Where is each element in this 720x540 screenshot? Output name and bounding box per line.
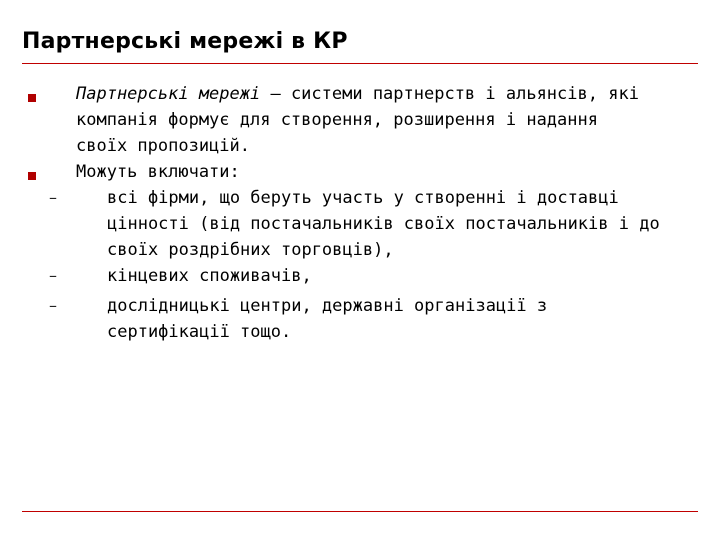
dash-icon: – (49, 296, 57, 315)
footer-divider (22, 511, 698, 512)
title-divider (22, 63, 698, 64)
square-bullet-icon (28, 94, 36, 102)
bullet-may-include: Можуть включати: (76, 162, 240, 182)
dash-icon: – (49, 188, 57, 207)
definition-term: Партнерські мережі (76, 84, 261, 104)
definition-text-start: — системи партнерств і альянсів, які (260, 84, 639, 104)
sub-item-research-centers: дослідницькі центри, державні організації з сертифікації тощо. (107, 296, 548, 342)
square-bullet-icon (28, 172, 36, 180)
bullet-definition (76, 81, 706, 107)
sub-item-all-firms: всі фірми, що беруть участь у створенні і доставці цінності (від постачальників своїх постачальників і до своїх роздрібних торговців), (107, 188, 660, 260)
definition-text-continuation: компанія формує для створення, розширення і надання своїх пропозицій. (76, 110, 598, 156)
slide-title: Партнерські мережі в КР (22, 29, 348, 54)
dash-icon: – (49, 266, 57, 285)
sub-item-end-consumers: кінцевих споживачів, (107, 266, 312, 286)
